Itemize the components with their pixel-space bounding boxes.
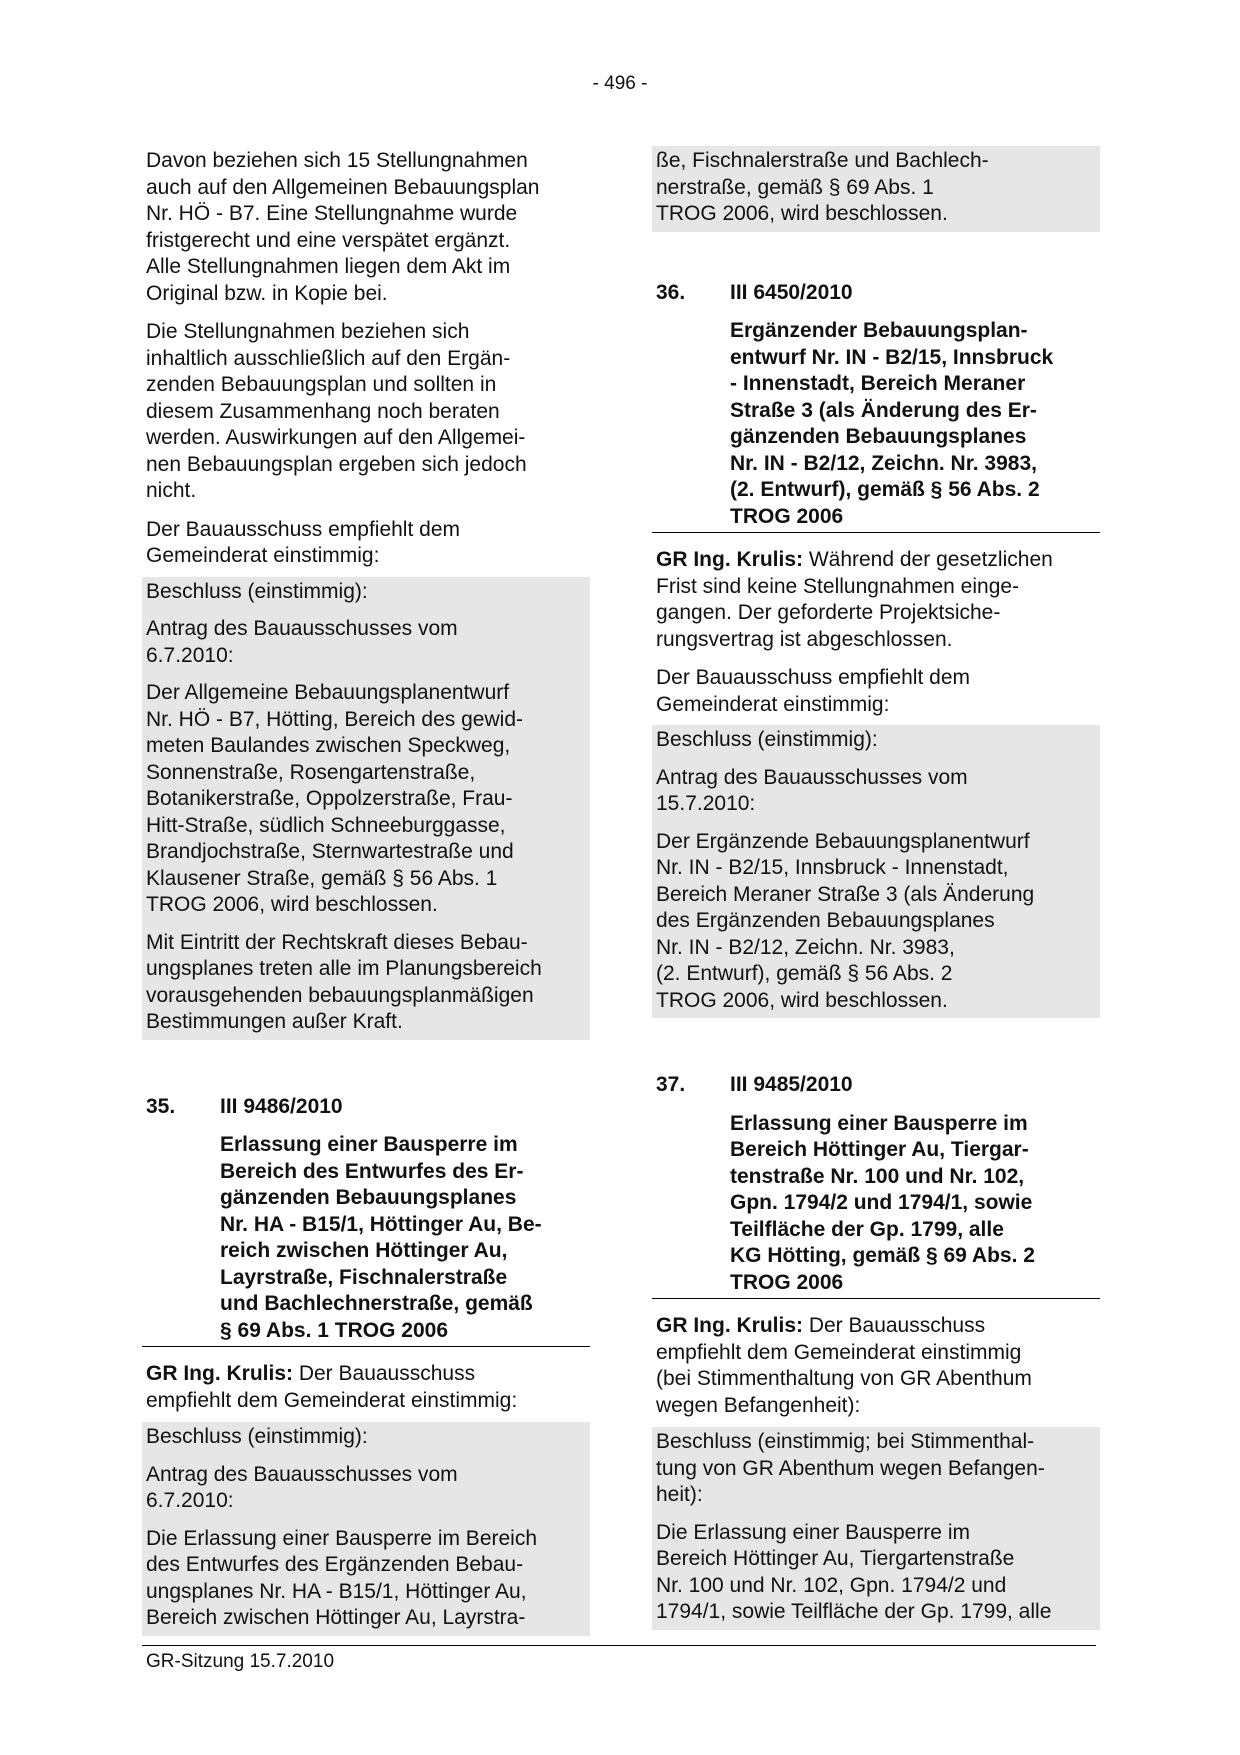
item-number: 36.: [656, 280, 686, 304]
resolution-text-rechtskraft: Mit Eintritt der Rechtskraft dieses Bebau- ungsplanes treten alle im Planungsbereich vorausgehenden bebauungsplanmäßigen Bestimmungen außer Kraft.: [146, 930, 542, 1033]
beschluss-label: Beschluss (einstimmig):: [146, 579, 368, 603]
beschluss-label: Beschluss (einstimmig; bei Stimmenthal- tung von GR Abenthum wegen Befangen- heit):: [656, 1430, 1045, 1506]
item-title-text: Ergänzender Bebauungsplan- entwurf Nr. IN - B2/15, Innsbruck - Innenstadt, Bereich Meraner Straße 3 (als Änderung des Er- gänzenden Bebauungsplanes Nr. IN - B2/12, Zeichn. Nr. 3983, (2. Entwurf), gemäß § 56 Abs. 2 TROG 2006: [730, 319, 1054, 528]
item-title-text: Erlassung einer Bausperre im Bereich Höttinger Au, Tiergar- tenstraße Nr. 100 und Nr. 102, Gpn. 1794/2 und 1794/1, sowie Teilfläche der Gp. 1799, alle KG Hötting, gemäß § 69 Abs. 2 TROG 2006: [730, 1111, 1035, 1294]
page-number: - 496 -: [592, 73, 648, 94]
item-title-text: Erlassung einer Bausperre im Bereich des Entwurfes des Er- gänzenden Bebauungsplanes Nr. HA - B15/1, Höttinger Au, Be- reich zwischen Höttinger Au, Layrstraße, Fischnalerstraße und Bachlechnerstraße, gemäß § 69 Abs. 1 TROG 2006: [220, 1133, 542, 1342]
resolution-text: Der Ergänzende Bebauungsplanentwurf Nr. IN - B2/15, Innsbruck - Innenstadt, Bereich Meraner Straße 3 (als Änderung des Ergänzenden Bebauungsplanes Nr. IN - B2/12, Zeichn. Nr. 3983, (2. Entwurf), gemäß § 56 Abs. 2 TROG 2006, wird beschlossen.: [656, 829, 1035, 1012]
item-37-title: [652, 1111, 1100, 1300]
item-37-statement: [656, 1313, 1096, 1419]
antrag-label: Antrag des Bauausschusses vom 6.7.2010:: [146, 617, 458, 667]
statement-text: Der Bauausschuss empfiehlt dem Gemeinderat einstimmig:: [146, 1362, 518, 1412]
paragraph-stellungnahmen-count: Davon beziehen sich 15 Stellungnahmen auch auf den Allgemeinen Bebauungsplan Nr. HÖ - B7. Eine Stellungnahme wurde fristgerecht und eine verspätet ergänzt. Alle Stellungnahmen liegen dem Akt im Original bzw. in Kopie bei.: [146, 149, 540, 305]
item-number: 37.: [656, 1073, 686, 1096]
resolution-text: ße, Fischnalerstraße und Bachlech- nerstraße, gemäß § 69 Abs. 1 TROG 2006, wird beschlossen.: [656, 149, 989, 225]
item-36-statement: [656, 547, 1096, 653]
item-35-title: [142, 1132, 590, 1347]
statement-text: Der Bauausschuss empfiehlt dem Gemeinderat einstimmig (bei Stimmenthaltung von GR Abenthum wegen Befangenheit):: [656, 1314, 1032, 1417]
paragraph-stellungnahmen-inhalt: Die Stellungnahmen beziehen sich inhaltlich ausschließlich auf den Ergän- zenden Bebauungsplan und sollten in diesem Zusammenhang noch beraten werden. Auswirkungen auf den Allgemei- nen Bebauungsplan ergeben sich jedoch nicht.: [146, 320, 527, 502]
speaker-name: GR Ing. Krulis:: [146, 1362, 293, 1385]
resolution-block-37: [652, 1427, 1100, 1630]
footer-divider: [142, 1645, 1096, 1646]
antrag-label: Antrag des Bauausschusses vom 6.7.2010:: [146, 1462, 458, 1512]
left-column: [146, 148, 586, 1636]
item-36-title: [652, 318, 1100, 533]
footer-session-label: GR-Sitzung 15.7.2010: [146, 1651, 335, 1672]
paragraph-empfehlung: Der Bauausschuss empfiehlt dem Gemeinderat einstimmig:: [656, 666, 970, 716]
paragraph-empfehlung: Der Bauausschuss empfiehlt dem Gemeinderat einstimmig:: [146, 517, 460, 567]
item-reference: III 9486/2010: [220, 1094, 343, 1118]
item-37-header: [656, 1072, 1096, 1099]
antrag-label: Antrag des Bauausschusses vom 15.7.2010:: [656, 765, 968, 815]
item-reference: III 6450/2010: [730, 280, 853, 304]
resolution-text: Die Erlassung einer Bausperre im Bereich des Entwurfes des Ergänzenden Bebau- ungsplanes Nr. HA - B15/1, Höttinger Au, Bereich zwischen Höttinger Au, Layrstra-: [146, 1526, 538, 1629]
resolution-block-35: [142, 1422, 590, 1636]
resolution-block-b7: [142, 577, 590, 1040]
item-35-header: [146, 1094, 586, 1121]
beschluss-label: Beschluss (einstimmig):: [146, 1425, 368, 1448]
statement-text: Während der gesetzlichen Frist sind keine Stellungnahmen einge- gangen. Der geforderte Projektsiche- rungsvertrag ist abgeschlossen.: [656, 548, 1053, 651]
speaker-name: GR Ing. Krulis:: [656, 1314, 803, 1337]
resolution-block-36: [652, 725, 1100, 1018]
beschluss-label: Beschluss (einstimmig):: [656, 728, 878, 751]
resolution-text: Die Erlassung einer Bausperre im Bereich Höttinger Au, Tiergartenstraße Nr. 100 und Nr. 102, Gpn. 1794/2 und 1794/1, sowie Teilfläche der Gp. 1799, alle: [656, 1520, 1052, 1623]
right-column: [656, 146, 1096, 1630]
speaker-name: GR Ing. Krulis:: [656, 548, 803, 571]
item-36-header: [656, 280, 1096, 307]
item-reference: III 9485/2010: [730, 1073, 853, 1096]
resolution-block-35-continued: [652, 146, 1100, 232]
item-number: 35.: [146, 1094, 176, 1118]
resolution-text: Der Allgemeine Bebauungsplanentwurf Nr. HÖ - B7, Hötting, Bereich des gewid- meten Baulandes zwischen Speckweg, Sonnenstraße, Rosengartenstraße, Botanikerstraße, Oppolzerstraße, Frau- Hitt-Straße, südlich Schneeburggasse, Brandjochstraße, Sternwartestraße und Klausener Straße, gemäß § 56 Abs. 1 TROG 2006, wird beschlossen.: [146, 681, 523, 916]
item-35-statement: [146, 1361, 586, 1414]
